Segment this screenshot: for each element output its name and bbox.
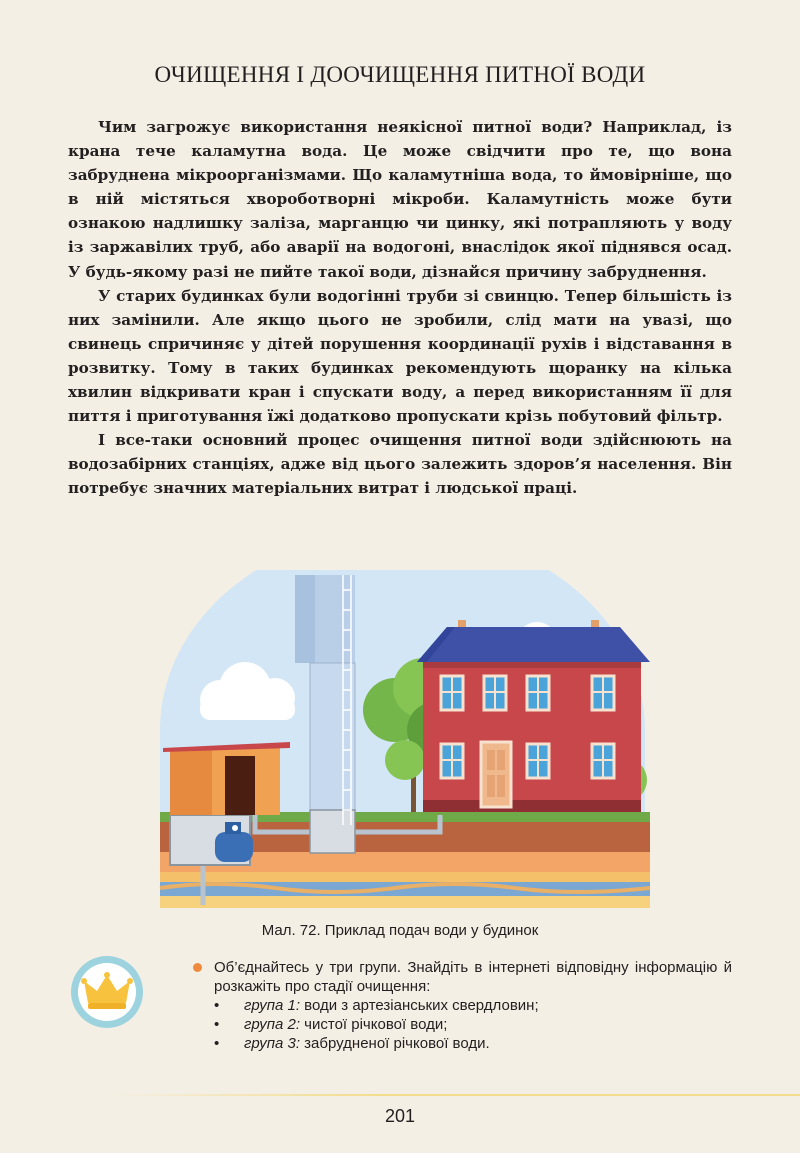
bullet: • bbox=[214, 1016, 220, 1033]
house-door bbox=[481, 742, 511, 807]
task-lead-text: Об’єднайтесь у три групи. Знайдіть в інтернеті відповідну інформацію й розкажіть про стадії очищення: bbox=[214, 959, 732, 995]
figure-caption: Мал. 72. Приклад подач води у будинок bbox=[261, 922, 539, 939]
page-number: 201 bbox=[384, 1106, 416, 1126]
paragraph: Чим загрожує використання неякісної питної води? Наприклад, із крана тече каламутна вода. Це може свідчити про те, що вона забруднена мікроорганізмами. Що каламутніша вода, то ймовірніше, що в ній містяться хвороботворні мікроби. Каламутність може бути ознакою надлишку заліза, марганцю чи цинку, які потрапляють у воду із заржавілих труб, або аварії на водогоні, внаслідок якої піднявся осад. У будь-якому разі не пийте такої води, дізнайся причину забруднення. bbox=[68, 118, 732, 281]
group-label: група 3: bbox=[244, 1035, 301, 1052]
group-label: група 1: bbox=[244, 997, 301, 1014]
list-item bbox=[214, 996, 732, 1015]
bullet: • bbox=[214, 997, 220, 1014]
page-title: ОЧИЩЕННЯ І ДООЧИЩЕННЯ ПИТНОЇ ВОДИ bbox=[154, 62, 646, 87]
crown-icon bbox=[70, 955, 144, 1029]
list-item bbox=[214, 1034, 732, 1053]
paragraph: І все-таки основний процес очищення питної води здійснюють на водозабірних станціях, адже від цього залежить здоров’я населення. Він потребує значних матеріальних витрат і людської праці. bbox=[68, 431, 732, 498]
group-text: забрудненої річкової води. bbox=[300, 1035, 490, 1052]
water-supply-illustration bbox=[155, 570, 650, 910]
task-list bbox=[190, 996, 732, 1053]
group-label: група 2: bbox=[244, 1016, 301, 1033]
clay-layer bbox=[160, 872, 650, 882]
bullet-dot-icon bbox=[193, 963, 202, 972]
body-text bbox=[68, 115, 732, 501]
footer-divider bbox=[110, 1094, 800, 1096]
group-text: води з артезіанських свердловин; bbox=[300, 997, 539, 1014]
bullet: • bbox=[214, 1035, 220, 1052]
paragraph: У старих будинках були водогінні труби зі свинцю. Тепер більшість із них замінили. Але якщо цього не зробили, слід мати на увазі, що свинець спричиняє у дітей порушення координації рухів і відставання в розвитку. Тому в таких будинках рекомендують щоранку на кілька хвилин відкривати кран і спускати воду, а перед використанням її для пиття і приготування їжі додатково пропускати крізь побутовий фільтр. bbox=[68, 286, 732, 426]
group-text: чистої річкової води; bbox=[300, 1016, 448, 1033]
list-item bbox=[214, 1015, 732, 1034]
task-lead bbox=[190, 958, 732, 996]
house bbox=[417, 620, 650, 812]
group-task bbox=[190, 958, 732, 1053]
house-roof bbox=[417, 627, 650, 662]
pump-house-door bbox=[225, 756, 255, 815]
